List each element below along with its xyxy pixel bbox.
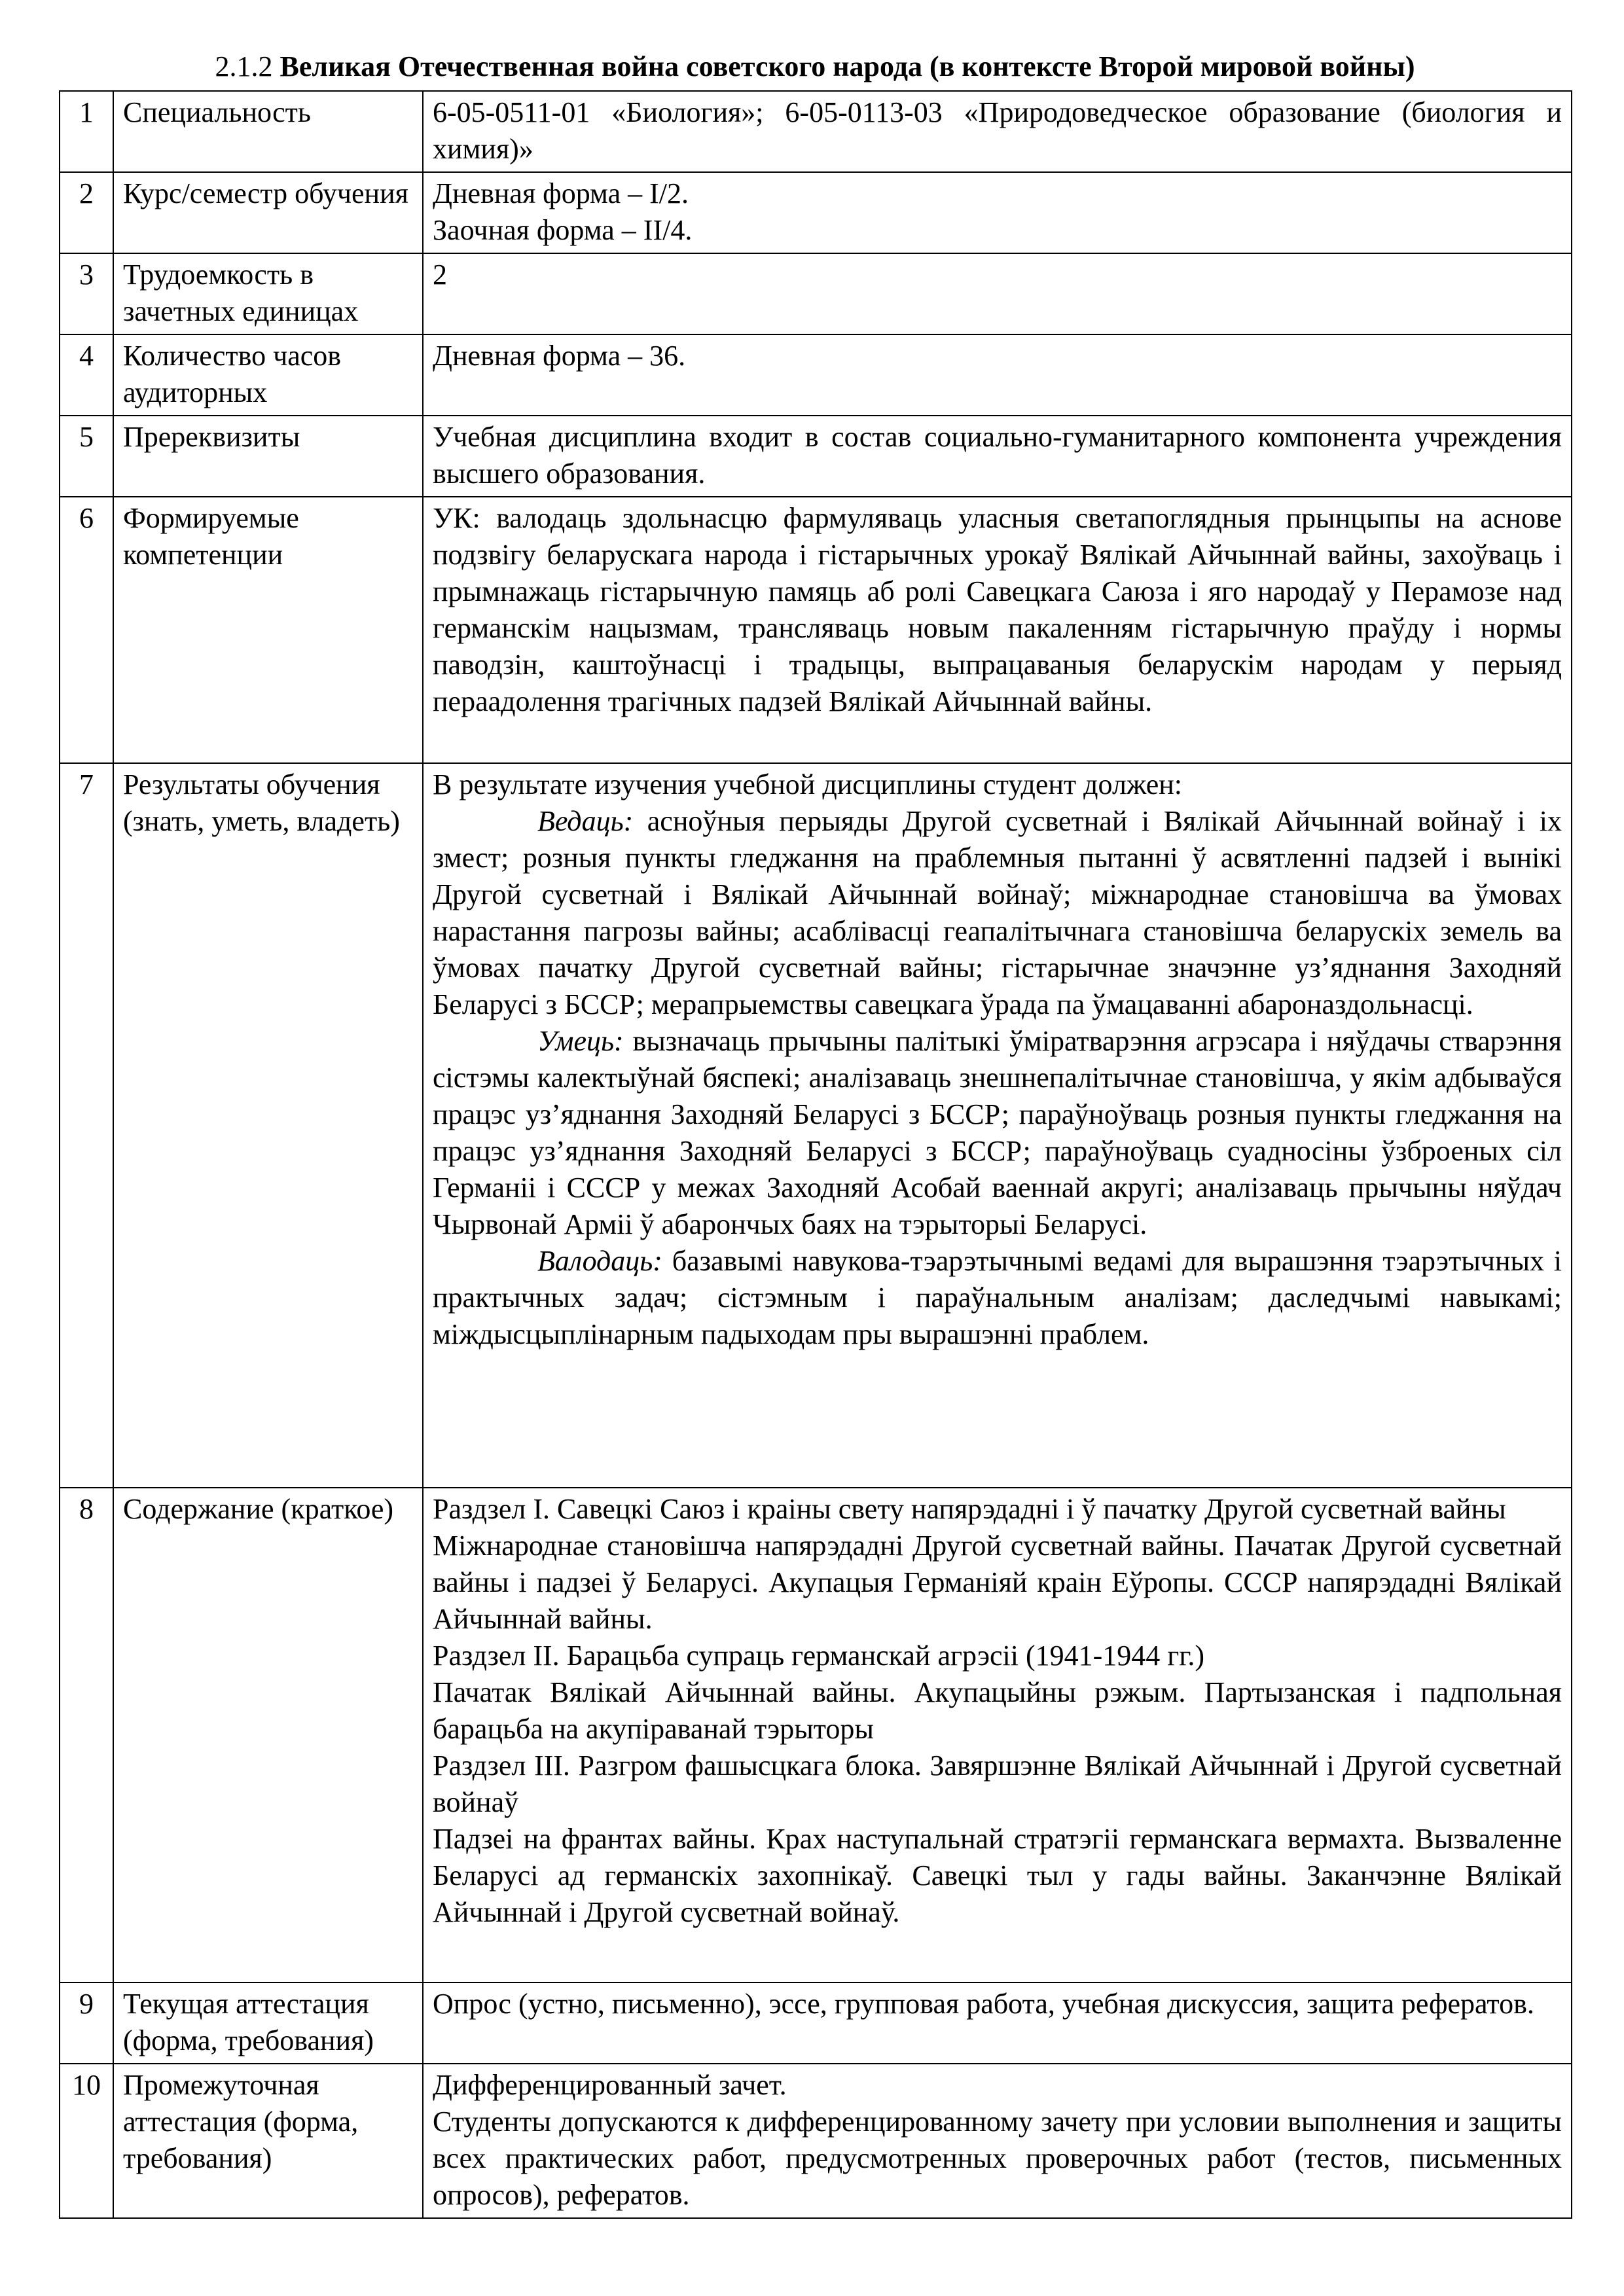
- section-title-3: Раздзел III. Разгром фашысцкага блока. Завяршэнне Вялікай Айчыннай і Другой сусветнай войнаў: [433, 1749, 1562, 1818]
- row-label: Трудоемкость в зачетных единицах: [113, 253, 423, 334]
- table-row: [60, 497, 1572, 763]
- table-row: [60, 763, 1572, 1488]
- row-number: 4: [60, 334, 113, 416]
- row-value: Учебная дисциплина входит в состав социально-гуманитарного компонента учреждения высшего образования.: [423, 416, 1572, 497]
- learning-intro: В результате изучения учебной дисциплины студент должен:: [433, 768, 1183, 800]
- section-title: Великая Отечественная война советского народа (в контексте Второй мировой войны): [280, 50, 1415, 82]
- row-number: 2: [60, 172, 113, 253]
- row-value: Опрос (устно, письменно), эссе, групповая работа, учебная дискуссия, защита рефератов.: [423, 1982, 1572, 2064]
- value-line: Заочная форма – II/4.: [433, 214, 693, 246]
- row-label: Результаты обучения (знать, уметь, владеть): [113, 763, 423, 1488]
- know-label: Ведаць:: [537, 805, 634, 837]
- can-label: Умець:: [537, 1025, 624, 1057]
- can-text: вызначаць прычыны палітыкі ўміратварэння агрэсара і няўдачы стварэння сістэмы калектыўнай бяспекі; аналізаваць знешнепалітычнае становішча, у якім адбываўся працэс уз’яднання Заходняй Беларусі з БССР; параўноўваць розныя пункты гледжання на працэс уз’яднання Заходняй Беларусі з БССР; параўноўваць суадносіны ўзброеных сіл Германіі і СССР у межах Заходняй Асобай ваеннай акругі; аналізаваць прычыны няўдач Чырвонай Арміі ў абарончых баях на тэрыторыі Беларусі.: [433, 1025, 1562, 1240]
- row-label: Текущая аттестация (форма, требования): [113, 1982, 423, 2064]
- syllabus-table: [59, 90, 1572, 2219]
- row-label: Промежуточная аттестация (форма, требования): [113, 2064, 423, 2218]
- row-value: [423, 172, 1572, 253]
- row-value: 6-05-0511-01 «Биология»; 6-05-0113-03 «Природоведческое образование (биология и химия)»: [423, 91, 1572, 172]
- row-label: Курс/семестр обучения: [113, 172, 423, 253]
- own-text: базавымі навукова-тэарэтычнымі ведамі для вырашэння тэарэтычных і практычных задач; сістэмным і параўнальным аналізам; даследчымі навыкамі; міждысцыплінарным падыходам пры вырашэнні праблем.: [433, 1245, 1562, 1350]
- section-title-2: Раздзел II. Барацьба супраць германскай агрэсіі (1941-1944 гг.): [433, 1640, 1205, 1672]
- table-row: [60, 1488, 1572, 1982]
- section-body-3: Падзеі на франтах вайны. Крах наступальнай стратэгіі германскага вермахта. Вызваленне Беларусі ад германскіх захопнікаў. Савецкі тыл у гады вайны. Заканчэнне Вялікай Айчыннай і Другой сусветнай войнаў.: [433, 1823, 1562, 1928]
- table-row: [60, 172, 1572, 253]
- value-line: Студенты допускаются к дифференцированному зачету при условии выполнения и защиты всех практических работ, предусмотренных проверочных работ (тестов, письменных опросов), рефератов.: [433, 2106, 1562, 2211]
- value-line: Дневная форма – I/2.: [433, 177, 689, 209]
- row-number: 6: [60, 497, 113, 763]
- table-row: [60, 91, 1572, 172]
- table-row: [60, 1982, 1572, 2064]
- section-title-1: Раздзел I. Савецкі Саюз і краіны свету напярэдадні і ў пачатку Другой сусветнай вайны: [433, 1493, 1506, 1525]
- row-value: УК: валодаць здольнасцю фармуляваць уласныя светапоглядныя прынцыпы на аснове подзвігу беларускага народа і гістарычных урокаў Вялікай Айчыннай вайны, захоўваць і прымнажаць гістарычную памяць аб ролі Савецкага Саюза і яго народаў у Перамозе над германскім нацызмам, трансляваць новым пакаленням гістарычную праўду і нормы паводзін, каштоўнасці і традыцы, выпрацаваныя беларускім народам у перыяд пераадолення трагічных падзей Вялікай Айчыннай вайны.: [423, 497, 1572, 763]
- row-label: Содержание (краткое): [113, 1488, 423, 1982]
- row-value: [423, 1488, 1572, 1982]
- learning-own: [433, 1243, 1562, 1353]
- table-row: [60, 2064, 1572, 2218]
- row-number: 3: [60, 253, 113, 334]
- row-number: 1: [60, 91, 113, 172]
- section-heading: [59, 48, 1571, 85]
- row-label: Специальность: [113, 91, 423, 172]
- table-row: [60, 253, 1572, 334]
- learning-know: [433, 803, 1562, 1023]
- row-label: Формируемые компетенции: [113, 497, 423, 763]
- own-label: Валодаць:: [537, 1245, 662, 1277]
- section-body-2: Пачатак Вялікай Айчыннай вайны. Акупацыйны рэжым. Партызанская і падпольная барацьба на акупіраванай тэрыторы: [433, 1676, 1562, 1745]
- row-number: 9: [60, 1982, 113, 2064]
- value-line: Дифференцированный зачет.: [433, 2069, 787, 2101]
- row-number: 7: [60, 763, 113, 1488]
- section-body-1: Міжнароднае становішча напярэдадні Другой сусветнай вайны. Пачатак Другой сусветнай вайны і падзеі ў Беларусі. Акупацыя Германіяй краін Еўропы. СССР напярэдадні Вялікай Айчыннай вайны.: [433, 1530, 1562, 1635]
- table-row: [60, 334, 1572, 416]
- table-row: [60, 416, 1572, 497]
- learning-can: [433, 1023, 1562, 1243]
- row-number: 8: [60, 1488, 113, 1982]
- row-label: Количество часов аудиторных: [113, 334, 423, 416]
- row-number: 5: [60, 416, 113, 497]
- row-number: 10: [60, 2064, 113, 2218]
- row-value: 2: [423, 253, 1572, 334]
- row-label: Пререквизиты: [113, 416, 423, 497]
- row-value: [423, 763, 1572, 1488]
- row-value: [423, 2064, 1572, 2218]
- row-value: Дневная форма – 36.: [423, 334, 1572, 416]
- know-text: асноўныя перыяды Другой сусветнай і Вялікай Айчыннай войнаў і іх змест; розныя пункты гледжання на праблемныя пытанні ў асвятленні падзей і вынікі Другой сусветнай і Вялікай Айчыннай войнаў; міжнароднае становішча ва ўмовах нарастання пагрозы вайны; асаблівасці геапалітычнага становішча беларускіх земель ва ўмовах пачатку Другой сусветнай вайны; гістарычнае значэнне уз’яднання Заходняй Беларусі з БССР; мерапрыемствы савецкага ўрада па ўмацаванні абароназдольнасці.: [433, 805, 1562, 1020]
- section-number: 2.1.2: [215, 50, 273, 82]
